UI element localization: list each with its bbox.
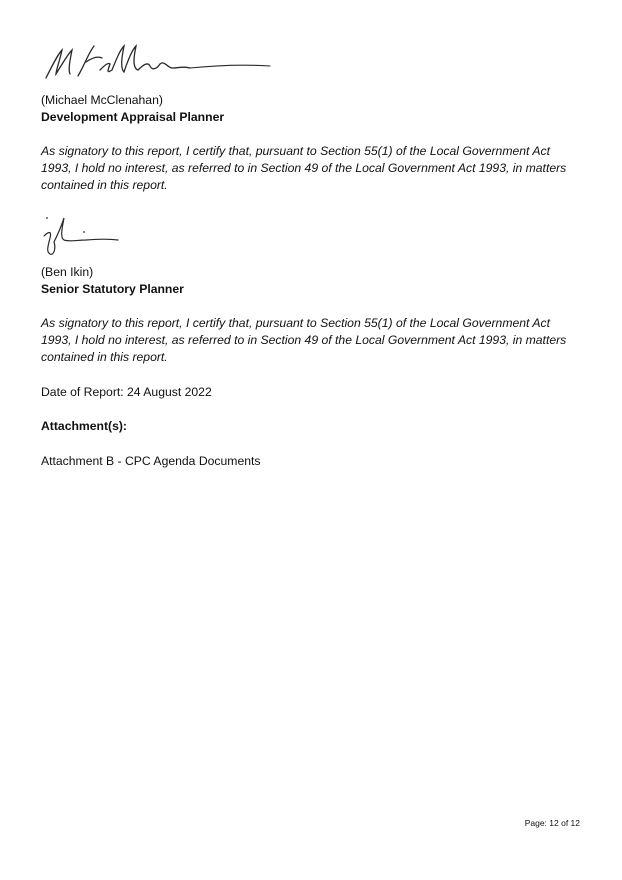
signatory-2-certification xyxy=(41,315,586,366)
certification-line: 1993, I hold no interest, as referred to in Section 49 of the Local Government Act 1993, in matters xyxy=(41,161,567,175)
signature-michael-mcclenahan xyxy=(40,40,275,85)
signatory-2-name: (Ben Ikin) xyxy=(41,265,94,279)
attachments-heading: Attachment(s): xyxy=(41,419,127,433)
certification-line: As signatory to this report, I certify that, pursuant to Section 55(1) of the Local Government Act xyxy=(41,316,550,330)
signature-ben-ikin xyxy=(38,212,128,262)
certification-line: 1993, I hold no interest, as referred to in Section 49 of the Local Government Act 1993, in matters xyxy=(41,333,567,347)
page-number: Page: 12 of 12 xyxy=(524,818,580,828)
signatory-1-certification xyxy=(41,143,586,194)
certification-line: contained in this report. xyxy=(41,178,168,192)
certification-line: contained in this report. xyxy=(41,350,168,364)
signatory-1-name: (Michael McClenahan) xyxy=(41,93,163,107)
signatory-2-title: Senior Statutory Planner xyxy=(41,282,184,296)
signatory-1-title: Development Appraisal Planner xyxy=(41,110,225,124)
attachment-item: Attachment B - CPC Agenda Documents xyxy=(41,454,261,468)
report-date: Date of Report: 24 August 2022 xyxy=(41,385,212,399)
certification-line: As signatory to this report, I certify that, pursuant to Section 55(1) of the Local Government Act xyxy=(41,144,550,158)
